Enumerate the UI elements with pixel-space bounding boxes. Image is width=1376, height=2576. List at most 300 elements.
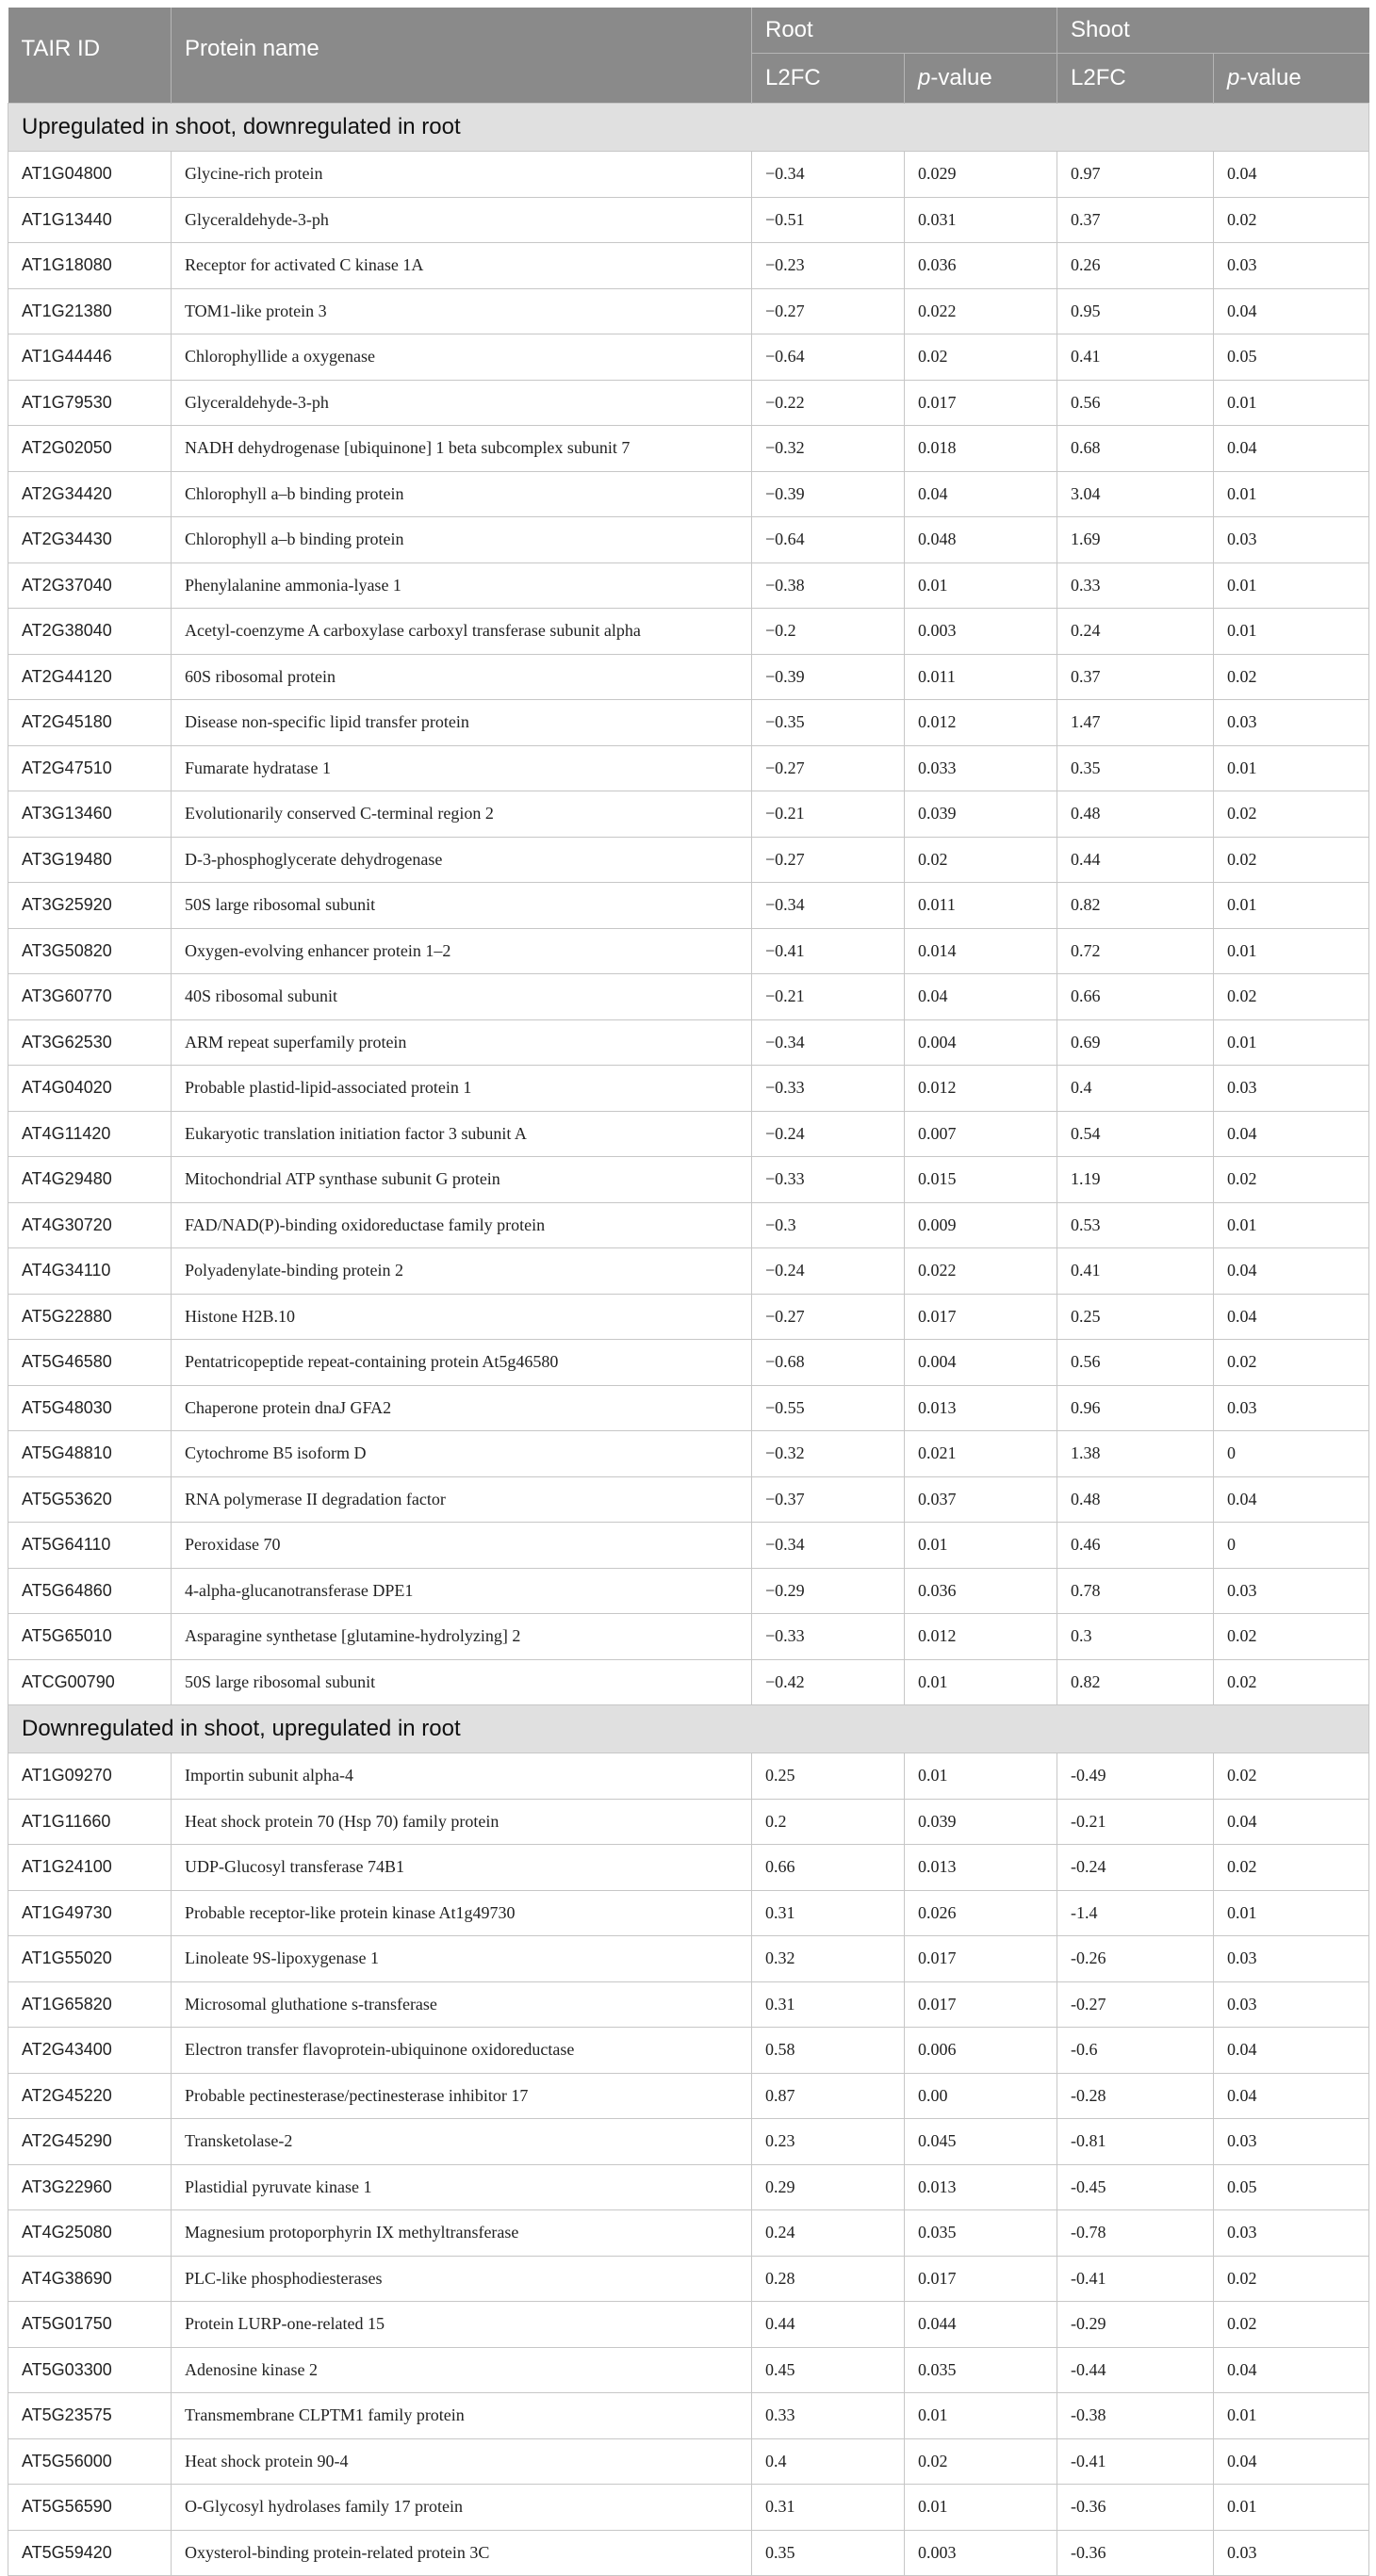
cell-shoot-pvalue: 0.04 [1214,2347,1369,2393]
cell-shoot-l2fc: 1.69 [1057,517,1214,563]
cell-shoot-pvalue: 0.02 [1214,1845,1369,1891]
cell-protein-name: Importin subunit alpha-4 [172,1753,752,1800]
cell-tair-id: AT1G04800 [8,152,172,198]
cell-shoot-pvalue: 0.03 [1214,700,1369,746]
cell-shoot-l2fc: 0.82 [1057,883,1214,929]
table-row [8,1248,1369,1295]
cell-protein-name: TOM1-like protein 3 [172,288,752,334]
cell-shoot-pvalue: 0.01 [1214,745,1369,791]
table-row [8,1340,1369,1386]
cell-root-pvalue: 0.013 [905,1845,1057,1891]
cell-shoot-pvalue: 0.04 [1214,1294,1369,1340]
cell-shoot-pvalue: 0.02 [1214,2256,1369,2302]
pvalue-p: p [918,65,931,90]
cell-protein-name: Chlorophyllide a oxygenase [172,334,752,381]
cell-protein-name: Disease non-specific lipid transfer protein [172,700,752,746]
cell-root-pvalue: 0.017 [905,2256,1057,2302]
cell-shoot-pvalue: 0.02 [1214,654,1369,700]
cell-shoot-l2fc: -0.44 [1057,2347,1214,2393]
table-row [8,2347,1369,2393]
protein-expression-table [8,8,1369,2576]
cell-root-pvalue: 0.007 [905,1111,1057,1157]
cell-tair-id: AT2G34430 [8,517,172,563]
header-root-pvalue [905,54,1057,104]
cell-tair-id: ATCG00790 [8,1659,172,1705]
table-row [8,2485,1369,2531]
table-row [8,152,1369,198]
cell-shoot-pvalue: 0.03 [1214,243,1369,289]
cell-shoot-pvalue: 0.01 [1214,1019,1369,1066]
table-body [8,104,1369,2576]
table-row [8,1385,1369,1431]
cell-root-l2fc: −0.32 [752,426,905,472]
cell-shoot-pvalue: 0.03 [1214,1936,1369,1982]
header-shoot-pvalue [1214,54,1369,104]
cell-protein-name: Probable receptor-like protein kinase At1g49730 [172,1890,752,1936]
cell-tair-id: AT1G11660 [8,1799,172,1845]
cell-root-pvalue: 0.031 [905,197,1057,243]
cell-shoot-l2fc: -0.49 [1057,1753,1214,1800]
cell-protein-name: FAD/NAD(P)-binding oxidoreductase family protein [172,1202,752,1248]
header-protein-name: Protein name [172,8,752,104]
cell-root-pvalue: 0.01 [905,1753,1057,1800]
cell-protein-name: Electron transfer flavoprotein-ubiquinone oxidoreductase [172,2028,752,2074]
cell-root-l2fc: −0.55 [752,1385,905,1431]
cell-protein-name: Glycine-rich protein [172,152,752,198]
cell-tair-id: AT2G02050 [8,426,172,472]
cell-tair-id: AT1G09270 [8,1753,172,1800]
cell-shoot-l2fc: 0.24 [1057,609,1214,655]
table-row [8,883,1369,929]
cell-root-l2fc: 0.31 [752,1890,905,1936]
cell-shoot-pvalue: 0.01 [1214,883,1369,929]
cell-tair-id: AT1G65820 [8,1981,172,2028]
cell-shoot-pvalue: 0.01 [1214,1202,1369,1248]
table-row [8,243,1369,289]
cell-shoot-pvalue: 0.05 [1214,2164,1369,2210]
cell-root-l2fc: −0.51 [752,197,905,243]
cell-root-pvalue: 0.011 [905,654,1057,700]
cell-root-pvalue: 0.022 [905,288,1057,334]
table-row [8,426,1369,472]
table-row [8,471,1369,517]
cell-tair-id: AT2G43400 [8,2028,172,2074]
cell-protein-name: 50S large ribosomal subunit [172,1659,752,1705]
cell-shoot-l2fc: 0.78 [1057,1568,1214,1614]
cell-protein-name: ARM repeat superfamily protein [172,1019,752,1066]
table-row [8,2028,1369,2074]
cell-root-l2fc: −0.33 [752,1614,905,1660]
cell-protein-name: Peroxidase 70 [172,1523,752,1569]
cell-shoot-l2fc: -0.27 [1057,1981,1214,2028]
cell-root-l2fc: −0.68 [752,1340,905,1386]
table-row [8,2302,1369,2348]
cell-protein-name: Protein LURP-one-related 15 [172,2302,752,2348]
cell-protein-name: 60S ribosomal protein [172,654,752,700]
table-row [8,288,1369,334]
cell-root-pvalue: 0.012 [905,1066,1057,1112]
cell-root-l2fc: −0.24 [752,1111,905,1157]
cell-protein-name: Chlorophyll a–b binding protein [172,517,752,563]
cell-root-pvalue: 0.012 [905,1614,1057,1660]
cell-protein-name: NADH dehydrogenase [ubiquinone] 1 beta subcomplex subunit 7 [172,426,752,472]
cell-tair-id: AT4G04020 [8,1066,172,1112]
cell-root-l2fc: −0.32 [752,1431,905,1477]
cell-shoot-l2fc: -0.28 [1057,2073,1214,2119]
cell-protein-name: Oxygen-evolving enhancer protein 1–2 [172,928,752,974]
cell-root-pvalue: 0.036 [905,1568,1057,1614]
table-row [8,1799,1369,1845]
cell-tair-id: AT1G24100 [8,1845,172,1891]
cell-root-pvalue: 0.04 [905,471,1057,517]
cell-shoot-l2fc: 0.25 [1057,1294,1214,1340]
cell-shoot-pvalue: 0.04 [1214,2073,1369,2119]
cell-protein-name: Oxysterol-binding protein-related protein 3C [172,2530,752,2576]
cell-tair-id: AT5G56590 [8,2485,172,2531]
cell-protein-name: UDP-Glucosyl transferase 74B1 [172,1845,752,1891]
cell-root-pvalue: 0.017 [905,1981,1057,2028]
header-shoot-group: Shoot [1057,8,1369,54]
cell-root-l2fc: −0.33 [752,1066,905,1112]
cell-root-l2fc: −0.38 [752,562,905,609]
table-row [8,1936,1369,1982]
cell-protein-name: Eukaryotic translation initiation factor 3 subunit A [172,1111,752,1157]
table-row [8,2164,1369,2210]
cell-shoot-l2fc: 0.53 [1057,1202,1214,1248]
cell-tair-id: AT4G25080 [8,2210,172,2257]
cell-root-l2fc: 0.4 [752,2438,905,2485]
cell-shoot-l2fc: -0.6 [1057,2028,1214,2074]
cell-shoot-l2fc: -0.38 [1057,2393,1214,2439]
cell-root-pvalue: 0.022 [905,1248,1057,1295]
cell-root-pvalue: 0.039 [905,791,1057,838]
cell-protein-name: Asparagine synthetase [glutamine-hydrolyzing] 2 [172,1614,752,1660]
cell-protein-name: Transketolase-2 [172,2119,752,2165]
table-row [8,2073,1369,2119]
cell-root-pvalue: 0.009 [905,1202,1057,1248]
cell-root-pvalue: 0.003 [905,609,1057,655]
cell-root-l2fc: −0.34 [752,1523,905,1569]
cell-tair-id: AT5G65010 [8,1614,172,1660]
table-row [8,1890,1369,1936]
cell-root-l2fc: −0.23 [752,243,905,289]
cell-protein-name: RNA polymerase II degradation factor [172,1476,752,1523]
cell-root-pvalue: 0.037 [905,1476,1057,1523]
cell-tair-id: AT2G47510 [8,745,172,791]
cell-root-l2fc: 0.23 [752,2119,905,2165]
cell-tair-id: AT5G22880 [8,1294,172,1340]
cell-root-pvalue: 0.02 [905,837,1057,883]
cell-root-l2fc: 0.32 [752,1936,905,1982]
cell-root-pvalue: 0.04 [905,974,1057,1020]
cell-tair-id: AT1G21380 [8,288,172,334]
table-row [8,2119,1369,2165]
cell-shoot-l2fc: 0.26 [1057,243,1214,289]
cell-protein-name: PLC-like phosphodiesterases [172,2256,752,2302]
cell-protein-name: Acetyl-coenzyme A carboxylase carboxyl transferase subunit alpha [172,609,752,655]
table-header [8,8,1369,104]
cell-shoot-pvalue: 0.01 [1214,380,1369,426]
cell-shoot-l2fc: 3.04 [1057,471,1214,517]
header-tair-id: TAIR ID [8,8,172,104]
cell-shoot-l2fc: -0.24 [1057,1845,1214,1891]
cell-shoot-pvalue: 0.04 [1214,426,1369,472]
cell-tair-id: AT5G48810 [8,1431,172,1477]
cell-shoot-l2fc: 0.33 [1057,562,1214,609]
cell-protein-name: Plastidial pyruvate kinase 1 [172,2164,752,2210]
table-row [8,974,1369,1020]
table-row [8,2393,1369,2439]
cell-shoot-pvalue: 0.01 [1214,471,1369,517]
table-row [8,562,1369,609]
cell-shoot-pvalue: 0.03 [1214,2530,1369,2576]
cell-shoot-l2fc: 0.96 [1057,1385,1214,1431]
cell-root-pvalue: 0.01 [905,2393,1057,2439]
section-title: Downregulated in shoot, upregulated in root [8,1705,1369,1753]
table-row [8,609,1369,655]
cell-root-pvalue: 0.033 [905,745,1057,791]
pvalue-suffix: -value [1239,65,1302,90]
cell-shoot-pvalue: 0.03 [1214,517,1369,563]
cell-shoot-l2fc: 0.69 [1057,1019,1214,1066]
table-row [8,1157,1369,1203]
cell-protein-name: Fumarate hydratase 1 [172,745,752,791]
cell-shoot-pvalue: 0.04 [1214,2438,1369,2485]
cell-root-l2fc: 0.24 [752,2210,905,2257]
header-root-l2fc: L2FC [752,54,905,104]
cell-shoot-l2fc: 0.37 [1057,197,1214,243]
cell-tair-id: AT4G34110 [8,1248,172,1295]
cell-shoot-l2fc: 0.56 [1057,380,1214,426]
cell-root-l2fc: −0.21 [752,974,905,1020]
cell-shoot-l2fc: 0.72 [1057,928,1214,974]
cell-shoot-pvalue: 0.02 [1214,1157,1369,1203]
table-row [8,1845,1369,1891]
cell-tair-id: AT5G53620 [8,1476,172,1523]
cell-tair-id: AT2G37040 [8,562,172,609]
pvalue-p: p [1227,65,1240,90]
cell-root-l2fc: −0.39 [752,471,905,517]
table-row [8,1981,1369,2028]
table-row [8,334,1369,381]
section-title: Upregulated in shoot, downregulated in root [8,104,1369,152]
cell-root-pvalue: 0.01 [905,562,1057,609]
cell-tair-id: AT2G45220 [8,2073,172,2119]
cell-root-pvalue: 0.039 [905,1799,1057,1845]
cell-shoot-pvalue: 0.01 [1214,1890,1369,1936]
cell-root-l2fc: −0.39 [752,654,905,700]
cell-shoot-l2fc: 0.82 [1057,1659,1214,1705]
cell-tair-id: AT5G64860 [8,1568,172,1614]
cell-protein-name: 50S large ribosomal subunit [172,883,752,929]
cell-root-pvalue: 0.00 [905,2073,1057,2119]
table-row [8,1523,1369,1569]
cell-root-l2fc: −0.35 [752,700,905,746]
table-row [8,1659,1369,1705]
cell-shoot-l2fc: 0.37 [1057,654,1214,700]
cell-protein-name: Magnesium protoporphyrin IX methyltransferase [172,2210,752,2257]
cell-protein-name: Mitochondrial ATP synthase subunit G protein [172,1157,752,1203]
cell-protein-name: Linoleate 9S-lipoxygenase 1 [172,1936,752,1982]
cell-root-l2fc: 0.35 [752,2530,905,2576]
data-table-container [8,8,1368,2576]
table-row [8,700,1369,746]
cell-protein-name: Cytochrome B5 isoform D [172,1431,752,1477]
cell-root-l2fc: −0.41 [752,928,905,974]
cell-shoot-pvalue: 0.03 [1214,1385,1369,1431]
cell-tair-id: AT5G64110 [8,1523,172,1569]
cell-shoot-pvalue: 0.02 [1214,197,1369,243]
cell-root-l2fc: −0.64 [752,334,905,381]
cell-tair-id: AT2G44120 [8,654,172,700]
cell-shoot-l2fc: 0.44 [1057,837,1214,883]
cell-tair-id: AT3G62530 [8,1019,172,1066]
cell-tair-id: AT2G45290 [8,2119,172,2165]
cell-root-pvalue: 0.044 [905,2302,1057,2348]
cell-shoot-pvalue: 0.02 [1214,837,1369,883]
cell-protein-name: Adenosine kinase 2 [172,2347,752,2393]
cell-shoot-l2fc: -1.4 [1057,1890,1214,1936]
cell-root-l2fc: −0.27 [752,1294,905,1340]
cell-root-pvalue: 0.013 [905,1385,1057,1431]
table-row [8,1476,1369,1523]
cell-shoot-pvalue: 0.03 [1214,1568,1369,1614]
cell-shoot-pvalue: 0 [1214,1523,1369,1569]
cell-shoot-pvalue: 0.05 [1214,334,1369,381]
cell-root-pvalue: 0.017 [905,1936,1057,1982]
cell-protein-name: Glyceraldehyde-3-ph [172,197,752,243]
cell-root-pvalue: 0.035 [905,2347,1057,2393]
cell-root-pvalue: 0.026 [905,1890,1057,1936]
cell-shoot-pvalue: 0.04 [1214,1248,1369,1295]
cell-root-l2fc: −0.34 [752,152,905,198]
cell-tair-id: AT1G44446 [8,334,172,381]
cell-shoot-pvalue: 0.04 [1214,1111,1369,1157]
cell-root-pvalue: 0.006 [905,2028,1057,2074]
cell-tair-id: AT4G30720 [8,1202,172,1248]
cell-root-pvalue: 0.018 [905,426,1057,472]
cell-root-l2fc: −0.37 [752,1476,905,1523]
cell-shoot-pvalue: 0.04 [1214,288,1369,334]
cell-shoot-l2fc: 0.46 [1057,1523,1214,1569]
cell-shoot-pvalue: 0.04 [1214,2028,1369,2074]
cell-tair-id: AT4G11420 [8,1111,172,1157]
cell-root-l2fc: 0.31 [752,2485,905,2531]
cell-root-pvalue: 0.021 [905,1431,1057,1477]
cell-shoot-pvalue: 0.04 [1214,152,1369,198]
cell-shoot-l2fc: -0.41 [1057,2438,1214,2485]
table-row [8,380,1369,426]
cell-shoot-pvalue: 0 [1214,1431,1369,1477]
cell-root-l2fc: 0.33 [752,2393,905,2439]
table-row [8,1111,1369,1157]
table-row [8,2438,1369,2485]
cell-root-l2fc: −0.34 [752,1019,905,1066]
cell-shoot-pvalue: 0.02 [1214,1753,1369,1800]
cell-root-l2fc: −0.21 [752,791,905,838]
cell-root-l2fc: 0.2 [752,1799,905,1845]
cell-protein-name: Receptor for activated C kinase 1A [172,243,752,289]
cell-tair-id: AT3G22960 [8,2164,172,2210]
table-row [8,654,1369,700]
section-header-row [8,1705,1369,1753]
cell-protein-name: Heat shock protein 90-4 [172,2438,752,2485]
cell-root-pvalue: 0.036 [905,243,1057,289]
table-row [8,837,1369,883]
cell-root-l2fc: −0.34 [752,883,905,929]
cell-tair-id: AT3G25920 [8,883,172,929]
cell-root-l2fc: −0.24 [752,1248,905,1295]
cell-protein-name: Transmembrane CLPTM1 family protein [172,2393,752,2439]
cell-shoot-pvalue: 0.03 [1214,1981,1369,2028]
cell-root-l2fc: 0.45 [752,2347,905,2393]
cell-shoot-pvalue: 0.02 [1214,1659,1369,1705]
table-row [8,1431,1369,1477]
table-row [8,197,1369,243]
cell-shoot-pvalue: 0.03 [1214,2210,1369,2257]
cell-shoot-l2fc: -0.81 [1057,2119,1214,2165]
cell-protein-name: 40S ribosomal subunit [172,974,752,1020]
cell-shoot-pvalue: 0.03 [1214,2119,1369,2165]
cell-shoot-pvalue: 0.01 [1214,2393,1369,2439]
cell-root-pvalue: 0.045 [905,2119,1057,2165]
cell-tair-id: AT5G48030 [8,1385,172,1431]
pvalue-suffix: -value [930,65,992,90]
table-row [8,2530,1369,2576]
cell-protein-name: Pentatricopeptide repeat-containing protein At5g46580 [172,1340,752,1386]
cell-shoot-pvalue: 0.01 [1214,2485,1369,2531]
cell-tair-id: AT2G34420 [8,471,172,517]
cell-shoot-l2fc: -0.45 [1057,2164,1214,2210]
cell-shoot-pvalue: 0.01 [1214,562,1369,609]
cell-tair-id: AT1G55020 [8,1936,172,1982]
cell-protein-name: 4-alpha-glucanotransferase DPE1 [172,1568,752,1614]
table-row [8,1568,1369,1614]
table-row [8,1019,1369,1066]
cell-protein-name: Chlorophyll a–b binding protein [172,471,752,517]
table-row [8,2256,1369,2302]
table-row [8,2210,1369,2257]
cell-shoot-l2fc: -0.36 [1057,2530,1214,2576]
header-root-group: Root [752,8,1057,54]
cell-protein-name: D-3-phosphoglycerate dehydrogenase [172,837,752,883]
cell-shoot-l2fc: 0.48 [1057,1476,1214,1523]
cell-shoot-l2fc: 1.47 [1057,700,1214,746]
cell-root-pvalue: 0.017 [905,1294,1057,1340]
table-row [8,517,1369,563]
cell-root-l2fc: −0.2 [752,609,905,655]
cell-shoot-pvalue: 0.02 [1214,974,1369,1020]
cell-root-pvalue: 0.013 [905,2164,1057,2210]
table-row [8,1753,1369,1800]
cell-shoot-pvalue: 0.02 [1214,2302,1369,2348]
cell-root-l2fc: −0.22 [752,380,905,426]
cell-root-pvalue: 0.011 [905,883,1057,929]
cell-shoot-l2fc: 0.41 [1057,334,1214,381]
cell-tair-id: AT5G59420 [8,2530,172,2576]
cell-root-pvalue: 0.017 [905,380,1057,426]
cell-shoot-l2fc: -0.29 [1057,2302,1214,2348]
cell-protein-name: Phenylalanine ammonia-lyase 1 [172,562,752,609]
cell-shoot-pvalue: 0.02 [1214,791,1369,838]
cell-shoot-l2fc: 0.41 [1057,1248,1214,1295]
cell-tair-id: AT5G23575 [8,2393,172,2439]
cell-shoot-pvalue: 0.03 [1214,1066,1369,1112]
cell-shoot-pvalue: 0.02 [1214,1340,1369,1386]
cell-root-l2fc: 0.87 [752,2073,905,2119]
cell-root-l2fc: 0.29 [752,2164,905,2210]
cell-root-l2fc: −0.64 [752,517,905,563]
